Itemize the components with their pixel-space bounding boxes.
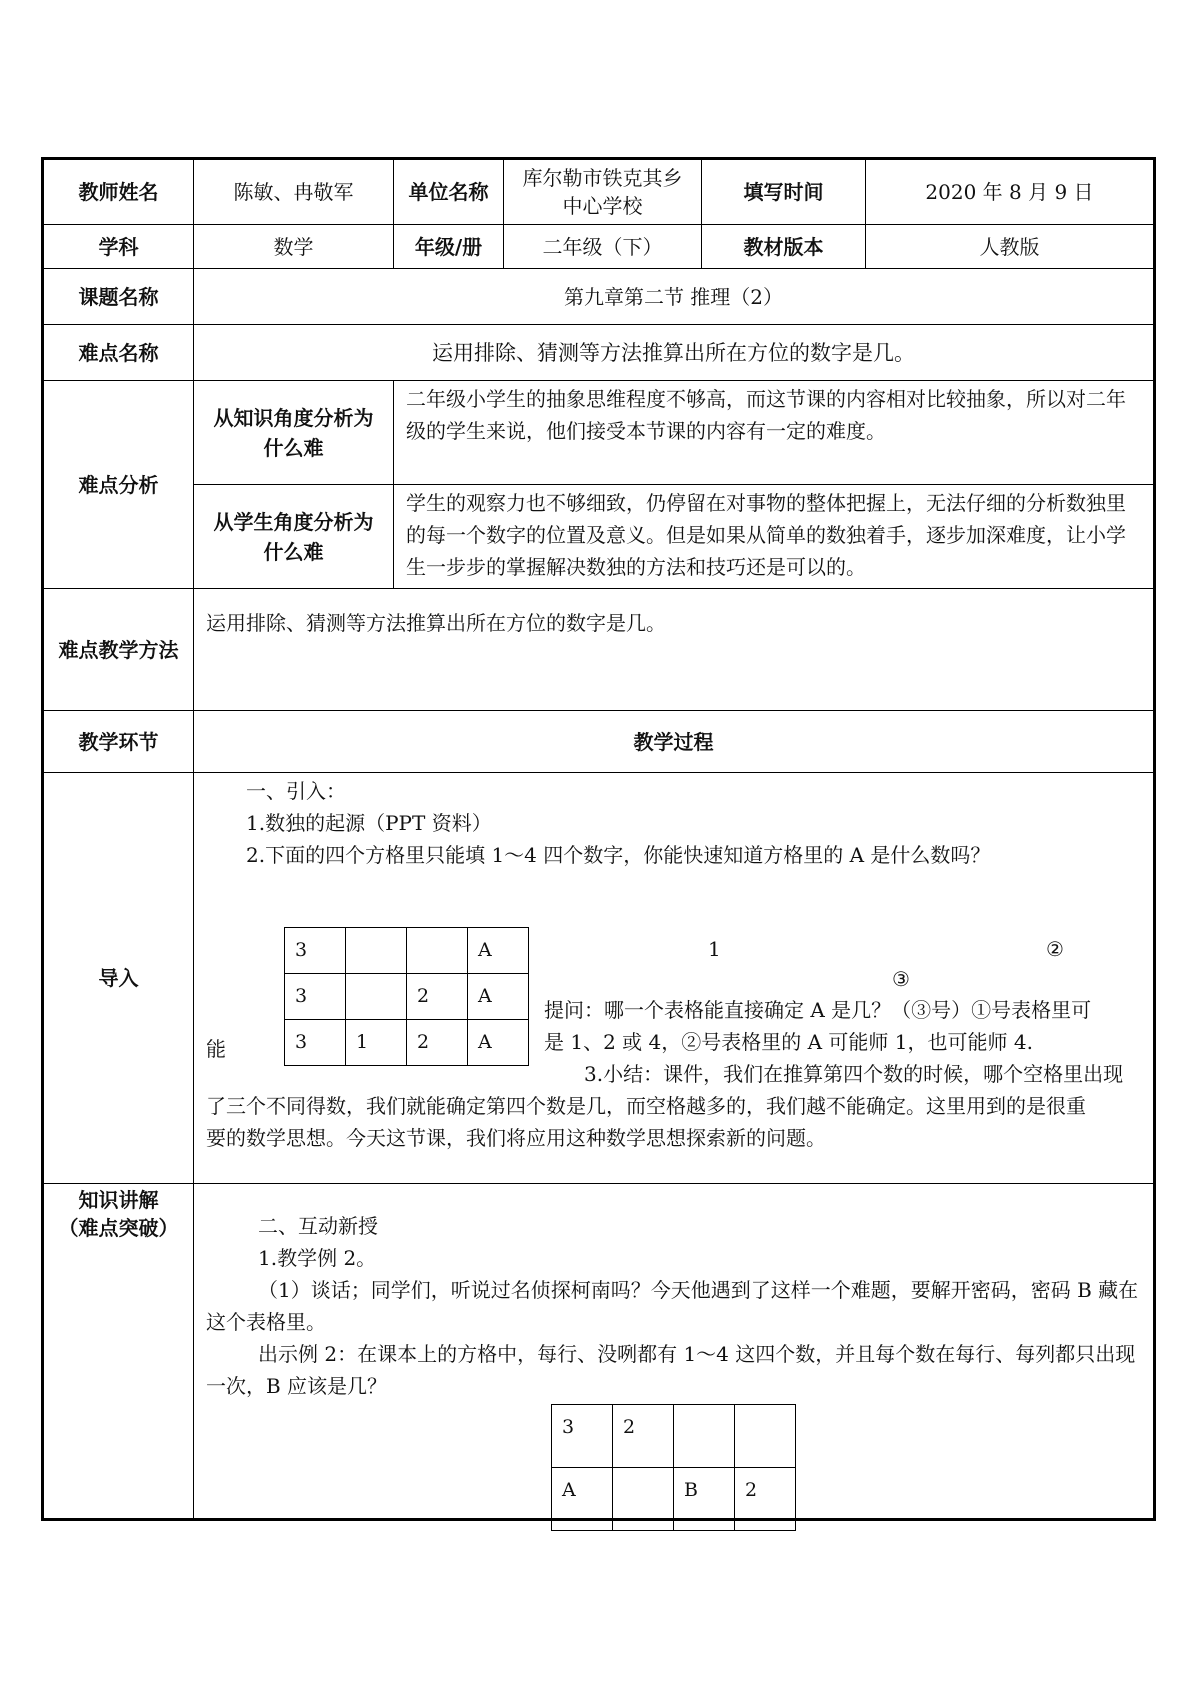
process-label: 教学过程 xyxy=(194,711,1155,773)
method-paragraph: 运用排除、猜测等方法推算出所在方位的数字是几。 xyxy=(206,611,666,635)
topic-row xyxy=(43,269,1155,325)
date-value: 2020 年 8 月 9 日 xyxy=(866,159,1155,225)
grid-cell: A xyxy=(468,928,529,974)
grid-cell xyxy=(346,928,407,974)
topic-label: 课题名称 xyxy=(43,269,194,325)
intro-side-char: 能 xyxy=(206,1037,226,1061)
method-row xyxy=(43,589,1155,711)
topic-value: 第九章第二节 推理（2） xyxy=(194,269,1155,325)
example-sudoku-grid xyxy=(551,1404,796,1531)
grid-cell: A xyxy=(468,974,529,1020)
knowledge-label-line2: （难点突破） xyxy=(58,1216,179,1240)
grid-mark-3: ③ xyxy=(892,967,910,991)
intro-content xyxy=(194,773,1155,1184)
grid-cell: 3 xyxy=(285,928,346,974)
grid-cell: 3 xyxy=(285,1020,346,1066)
knowledge-angle-paragraph: 二年级小学生的抽象思维程度不够高，而这节课的内容相对比较抽象，所以对二年级的学生来说，他们接受本节课的内容有一定的难度。 xyxy=(406,387,1126,443)
difficulty-row xyxy=(43,325,1155,381)
knowledge-content-area xyxy=(194,1184,1153,1518)
grid-cell xyxy=(613,1468,674,1531)
analysis-row-knowledge xyxy=(43,381,1155,485)
process-header-row xyxy=(43,711,1155,773)
lesson-plan-table xyxy=(41,157,1156,1521)
grid-cell: 3 xyxy=(552,1405,613,1468)
student-angle-paragraph: 学生的观察力也不够细致，仍停留在对事物的整体把握上，无法仔细的分析数独里的每一个数字的位置及意义。但是如果从简单的数独着手，逐步加深难度，让小学生一步步的掌握解决数独的方法和技巧还是可以的。 xyxy=(406,491,1126,579)
knowledge-line-1: 二、互动新授 xyxy=(258,1214,378,1238)
grade-value: 二年级（下） xyxy=(504,225,702,269)
student-angle-label-line1: 从学生角度分析为 xyxy=(213,509,374,534)
grid-cell: 1 xyxy=(346,1020,407,1066)
student-angle-text xyxy=(394,485,1155,589)
analysis-row-student xyxy=(43,485,1155,589)
grid-cell: 2 xyxy=(407,1020,468,1066)
grid-cell: 3 xyxy=(285,974,346,1020)
intro-question-1: 提问：哪一个表格能直接确定 A 是几？（③号）①号表格里可 xyxy=(544,998,1092,1022)
grid-cell: A xyxy=(552,1468,613,1531)
knowledge-line-3: （1）谈话；同学们，听说过名侦探柯南吗？今天他遇到了这样一个难题，要解开密码，密码 B 藏在这个表格里。 xyxy=(206,1278,1139,1334)
knowledge-line-2: 1.教学例 2。 xyxy=(258,1246,377,1270)
grid-cell: 2 xyxy=(613,1405,674,1468)
teacher-label: 教师姓名 xyxy=(43,159,194,225)
difficulty-value: 运用排除、猜测等方法推算出所在方位的数字是几。 xyxy=(194,325,1155,381)
date-label: 填写时间 xyxy=(702,159,866,225)
knowledge-angle-text xyxy=(394,381,1155,485)
grid-mark-1: 1 xyxy=(708,937,721,961)
knowledge-label-line1: 知识讲解 xyxy=(78,1188,159,1212)
intro-line-3: 2.下面的四个方格里只能填 1～4 四个数字，你能快速知道方格里的 A 是什么数吗？ xyxy=(246,843,991,867)
grid-cell xyxy=(346,974,407,1020)
grid-cell: 2 xyxy=(735,1468,796,1531)
header-row-2 xyxy=(43,225,1155,269)
unit-value-line1: 库尔勒市铁克其乡 xyxy=(522,166,683,190)
grid-cell xyxy=(407,928,468,974)
intro-summary-2: 了三个不同得数，我们就能确定第四个数是几，而空格越多的，我们越不能确定。这里用到的是很重要的数学思想。今天这节课，我们将应用这种数学思想探索新的问题。 xyxy=(206,1094,1086,1150)
intro-summary-1: 3.小结：课件，我们在推算第四个数的时候，哪个空格里出现 xyxy=(584,1062,1124,1086)
stage-label: 教学环节 xyxy=(43,711,194,773)
intro-line-1: 一、引入： xyxy=(246,779,346,803)
intro-label: 导入 xyxy=(43,773,194,1184)
intro-line-2: 1.数独的起源（PPT 资料） xyxy=(246,811,492,835)
grid-cell xyxy=(674,1405,735,1468)
knowledge-row xyxy=(43,1184,1155,1520)
grid-cell: B xyxy=(674,1468,735,1531)
subject-value: 数学 xyxy=(194,225,394,269)
knowledge-label xyxy=(43,1184,194,1520)
knowledge-angle-label-line2: 什么难 xyxy=(263,435,324,460)
method-text xyxy=(194,589,1155,711)
intro-sudoku-grid xyxy=(284,927,529,1066)
knowledge-angle-label-line1: 从知识角度分析为 xyxy=(213,405,374,430)
grid-mark-2: ② xyxy=(1046,937,1064,961)
edition-label: 教材版本 xyxy=(702,225,866,269)
grid-cell: A xyxy=(468,1020,529,1066)
knowledge-angle-label xyxy=(194,381,394,485)
teacher-value: 陈敏、冉敬军 xyxy=(194,159,394,225)
student-angle-label xyxy=(194,485,394,589)
student-angle-label-line2: 什么难 xyxy=(263,539,324,564)
unit-value xyxy=(504,159,702,225)
grade-label: 年级/册 xyxy=(394,225,504,269)
knowledge-content xyxy=(194,1184,1155,1520)
intro-question-2: 是 1、2 或 4，②号表格里的 A 可能师 1，也可能师 4. xyxy=(544,1030,1033,1054)
intro-row xyxy=(43,773,1155,1184)
grid-cell xyxy=(735,1405,796,1468)
difficulty-label: 难点名称 xyxy=(43,325,194,381)
edition-value: 人教版 xyxy=(866,225,1155,269)
intro-content-area xyxy=(194,773,1153,1183)
unit-label: 单位名称 xyxy=(394,159,504,225)
grid-cell: 2 xyxy=(407,974,468,1020)
analysis-label: 难点分析 xyxy=(43,381,194,589)
header-row-1 xyxy=(43,159,1155,225)
knowledge-line-4: 出示例 2：在课本上的方格中，每行、没咧都有 1～4 这四个数，并且每个数在每行、每列都只出现一次，B 应该是几？ xyxy=(206,1342,1136,1398)
unit-value-line2: 中心学校 xyxy=(562,194,643,218)
subject-label: 学科 xyxy=(43,225,194,269)
method-label: 难点教学方法 xyxy=(43,589,194,711)
